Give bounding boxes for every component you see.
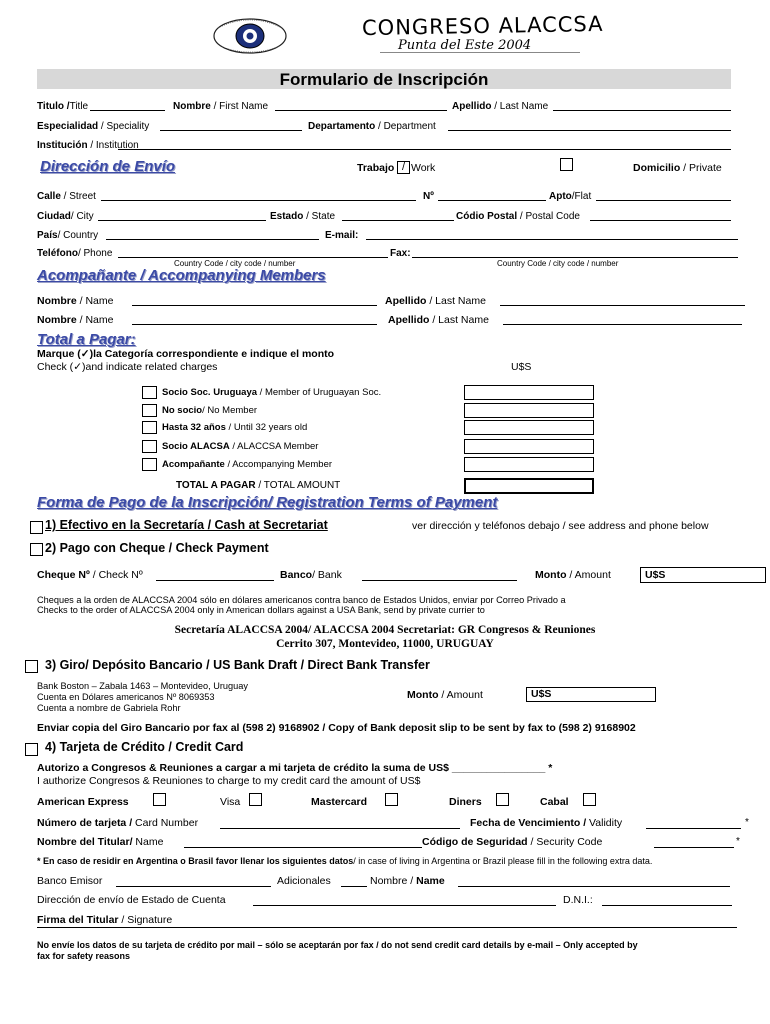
signature-field[interactable] bbox=[37, 927, 737, 928]
label-titulo: Titulo / bbox=[37, 101, 70, 112]
option-cash: 1) Efectivo en la Secretaría / Cash at Secretariat bbox=[45, 518, 328, 532]
statement-address-field[interactable] bbox=[253, 905, 556, 906]
phone-field[interactable] bbox=[118, 257, 388, 258]
cheque-number-field[interactable] bbox=[156, 580, 274, 581]
companion2-name-field[interactable] bbox=[132, 324, 377, 325]
card-brand-checkbox[interactable] bbox=[153, 793, 166, 806]
email-field[interactable] bbox=[366, 239, 738, 240]
card-brand-checkbox[interactable] bbox=[385, 793, 398, 806]
category-checkbox[interactable] bbox=[142, 386, 157, 399]
cheque-bank-field[interactable] bbox=[362, 580, 517, 581]
expiry-field[interactable] bbox=[646, 828, 741, 829]
transfer-amount-box[interactable]: U$S bbox=[526, 687, 656, 702]
section-companions: Acompañante / Accompanying Members bbox=[37, 267, 326, 284]
bank-transfer-checkbox[interactable] bbox=[25, 660, 38, 673]
congress-subtitle: Punta del Este 2004 bbox=[398, 38, 532, 53]
cash-checkbox[interactable] bbox=[30, 521, 43, 534]
card-brand-checkbox[interactable] bbox=[249, 793, 262, 806]
street-field[interactable] bbox=[101, 200, 416, 201]
credit-card-checkbox[interactable] bbox=[25, 743, 38, 756]
card-brand-label: Cabal bbox=[540, 796, 569, 808]
fax-field[interactable] bbox=[412, 257, 738, 258]
label-nombre: Nombre bbox=[173, 101, 211, 112]
cheque-checkbox[interactable] bbox=[30, 543, 43, 556]
security-code-field[interactable] bbox=[654, 847, 734, 848]
card-brand-label: Mastercard bbox=[311, 796, 368, 808]
congress-title: CONGRESO ALACCSA bbox=[361, 11, 604, 41]
additional-name-field[interactable] bbox=[458, 886, 730, 887]
dni-field[interactable] bbox=[602, 905, 732, 906]
congress-logo bbox=[208, 14, 292, 58]
companion1-name-field[interactable] bbox=[132, 305, 377, 306]
issuing-bank-field[interactable] bbox=[116, 886, 271, 887]
card-number-field[interactable] bbox=[220, 828, 460, 829]
section-total: Total a Pagar: bbox=[37, 331, 136, 348]
card-brand-label: Diners bbox=[449, 796, 482, 808]
category-label: Socio ALACSA / ALACCSA Member bbox=[162, 441, 319, 452]
category-amount-box[interactable] bbox=[464, 385, 594, 400]
category-label: No socio/ No Member bbox=[162, 405, 258, 416]
check-mark-icon: ✓ bbox=[73, 361, 82, 373]
card-brand-label: Visa bbox=[220, 796, 241, 808]
section-address: Dirección de Envío bbox=[40, 158, 176, 175]
additional-field[interactable] bbox=[341, 886, 367, 887]
flat-field[interactable] bbox=[596, 200, 731, 201]
option-bank-transfer: 3) Giro/ Depósito Bancario / US Bank Draft / Direct Bank Transfer bbox=[45, 658, 430, 672]
holder-name-field[interactable] bbox=[184, 847, 422, 848]
state-field[interactable] bbox=[342, 220, 454, 221]
card-brand-checkbox[interactable] bbox=[496, 793, 509, 806]
category-checkbox[interactable] bbox=[142, 404, 157, 417]
speciality-field[interactable] bbox=[160, 130, 302, 131]
category-checkbox[interactable] bbox=[142, 421, 157, 434]
category-amount-box[interactable] bbox=[464, 403, 594, 418]
institution-field[interactable] bbox=[118, 149, 731, 150]
first-name-field[interactable] bbox=[275, 110, 447, 111]
category-amount-box[interactable] bbox=[464, 439, 594, 454]
category-label: Socio Soc. Uruguaya / Member of Uruguayan Soc. bbox=[162, 387, 382, 398]
category-label: Acompañante / Accompanying Member bbox=[162, 459, 333, 470]
option-cheque: 2) Pago con Cheque / Check Payment bbox=[45, 541, 269, 555]
country-field[interactable] bbox=[106, 239, 319, 240]
check-mark-icon: ✓ bbox=[80, 348, 90, 360]
category-amount-box[interactable] bbox=[464, 420, 594, 435]
companion1-last-field[interactable] bbox=[500, 305, 745, 306]
last-name-field[interactable] bbox=[553, 110, 731, 111]
category-label: Hasta 32 años / Until 32 years old bbox=[162, 422, 308, 433]
form-title: Formulario de Inscripción bbox=[37, 69, 731, 89]
companion2-last-field[interactable] bbox=[503, 324, 742, 325]
titulo-field[interactable] bbox=[90, 110, 165, 111]
category-amount-box[interactable] bbox=[464, 457, 594, 472]
section-payment: Forma de Pago de la Inscripción/ Registration Terms of Payment bbox=[37, 494, 498, 511]
private-checkbox[interactable] bbox=[560, 158, 573, 171]
department-field[interactable] bbox=[448, 130, 731, 131]
cheque-amount-box[interactable]: U$S bbox=[640, 567, 766, 583]
work-checkbox[interactable]: / bbox=[397, 161, 410, 174]
category-checkbox[interactable] bbox=[142, 440, 157, 453]
postal-code-field[interactable] bbox=[590, 220, 731, 221]
category-checkbox[interactable] bbox=[142, 458, 157, 471]
card-brand-label: American Express bbox=[37, 796, 129, 808]
card-brand-checkbox[interactable] bbox=[583, 793, 596, 806]
option-credit-card: 4) Tarjeta de Crédito / Credit Card bbox=[45, 740, 244, 754]
city-field[interactable] bbox=[98, 220, 266, 221]
number-field[interactable] bbox=[438, 200, 546, 201]
total-amount-box[interactable] bbox=[464, 478, 594, 494]
